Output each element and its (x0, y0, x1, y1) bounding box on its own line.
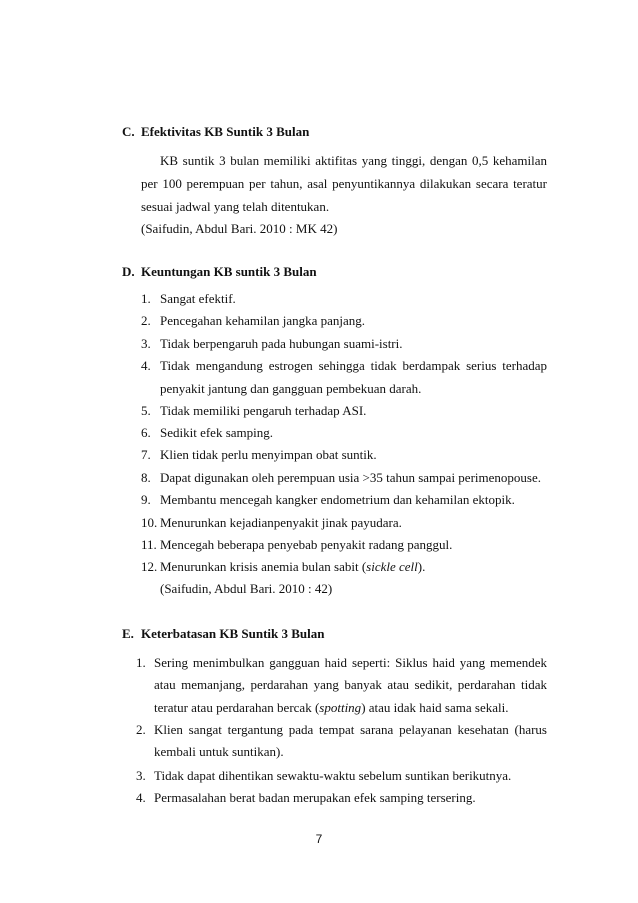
text-run: ). (417, 559, 426, 574)
list-number: 4. (136, 790, 146, 805)
list-item: Sering menimbulkan gangguan haid seperti: Siklus haid yang memendek (154, 655, 547, 670)
list-item (160, 559, 425, 575)
list-item: Klien tidak perlu menyimpan obat suntik. (160, 447, 377, 462)
section-letter: D. (122, 264, 135, 279)
list-number: 2. (136, 722, 146, 737)
citation: (Saifudin, Abdul Bari. 2010 : 42) (160, 581, 333, 596)
list-item: Menurunkan kejadianpenyakit jinak payudara. (160, 515, 402, 530)
list-item-continuation: penyakit jantung dan gangguan pembekuan darah. (160, 381, 422, 396)
list-number: 4. (141, 358, 151, 373)
list-item: Tidak dapat dihentikan sewaktu-waktu sebelum suntikan berikutnya. (154, 768, 512, 783)
text-run: ) atau idak haid sama sekali. (361, 700, 509, 715)
list-item: Permasalahan berat badan merupakan efek samping tersering. (154, 790, 476, 805)
citation: (Saifudin, Abdul Bari. 2010 : MK 42) (141, 221, 338, 236)
section-letter: C. (122, 124, 135, 139)
section-letter: E. (122, 626, 134, 641)
list-number: 1. (141, 291, 151, 306)
list-number: 3. (141, 336, 151, 351)
list-item: Pencegahan kehamilan jangka panjang. (160, 313, 366, 328)
list-item: Sedikit efek samping. (160, 425, 274, 440)
list-number: 9. (141, 492, 151, 507)
list-item-continuation (154, 700, 508, 716)
list-number: 1. (136, 655, 146, 670)
list-item: Mencegah beberapa penyebab penyakit radang panggul. (160, 537, 453, 552)
list-item: Dapat digunakan oleh perempuan usia >35 tahun sampai perimenopouse. (160, 470, 541, 485)
list-number: 12. (141, 559, 158, 574)
list-number: 3. (136, 768, 146, 783)
section-title: Keuntungan KB suntik 3 Bulan (141, 264, 317, 279)
section-e-heading (122, 626, 325, 642)
list-item-continuation: kembali untuk suntikan). (154, 744, 284, 759)
list-item: Tidak mengandung estrogen sehingga tidak berdampak serius terhadap (160, 358, 547, 373)
section-d-heading (122, 264, 317, 280)
list-item: Tidak berpengaruh pada hubungan suami-istri. (160, 336, 403, 351)
italic-term: spotting (319, 700, 362, 715)
section-title: Keterbatasan KB Suntik 3 Bulan (141, 626, 325, 641)
paragraph-line: KB suntik 3 bulan memiliki aktifitas yang tinggi, dengan 0,5 kehamilan (160, 153, 547, 168)
list-item: Tidak memiliki pengaruh terhadap ASI. (160, 403, 367, 418)
list-number: 11. (141, 537, 157, 552)
section-title: Efektivitas KB Suntik 3 Bulan (141, 124, 310, 139)
list-item: Membantu mencegah kangker endometrium dan kehamilan ektopik. (160, 492, 515, 507)
list-number: 8. (141, 470, 151, 485)
list-number: 2. (141, 313, 151, 328)
paragraph-line: per 100 perempuan per tahun, asal penyuntikannya dilakukan secara teratur (141, 176, 547, 191)
list-number: 6. (141, 425, 151, 440)
italic-term: sickle cell (366, 559, 418, 574)
page-number: 7 (315, 832, 323, 846)
list-item: Sangat efektif. (160, 291, 236, 306)
section-c-heading (122, 124, 309, 140)
text-run: teratur atau perdarahan bercak ( (154, 700, 320, 715)
paragraph-line: sesuai jadwal yang telah ditentukan. (141, 199, 330, 214)
text-run: Menurunkan krisis anemia bulan sabit ( (160, 559, 367, 574)
list-number: 5. (141, 403, 151, 418)
list-item-continuation: atau memanjang, perdarahan yang banyak atau sedikit, perdarahan tidak (154, 677, 547, 692)
list-item: Klien sangat tergantung pada tempat sarana pelayanan kesehatan (harus (154, 722, 547, 737)
list-number: 10. (141, 515, 158, 530)
list-number: 7. (141, 447, 151, 462)
